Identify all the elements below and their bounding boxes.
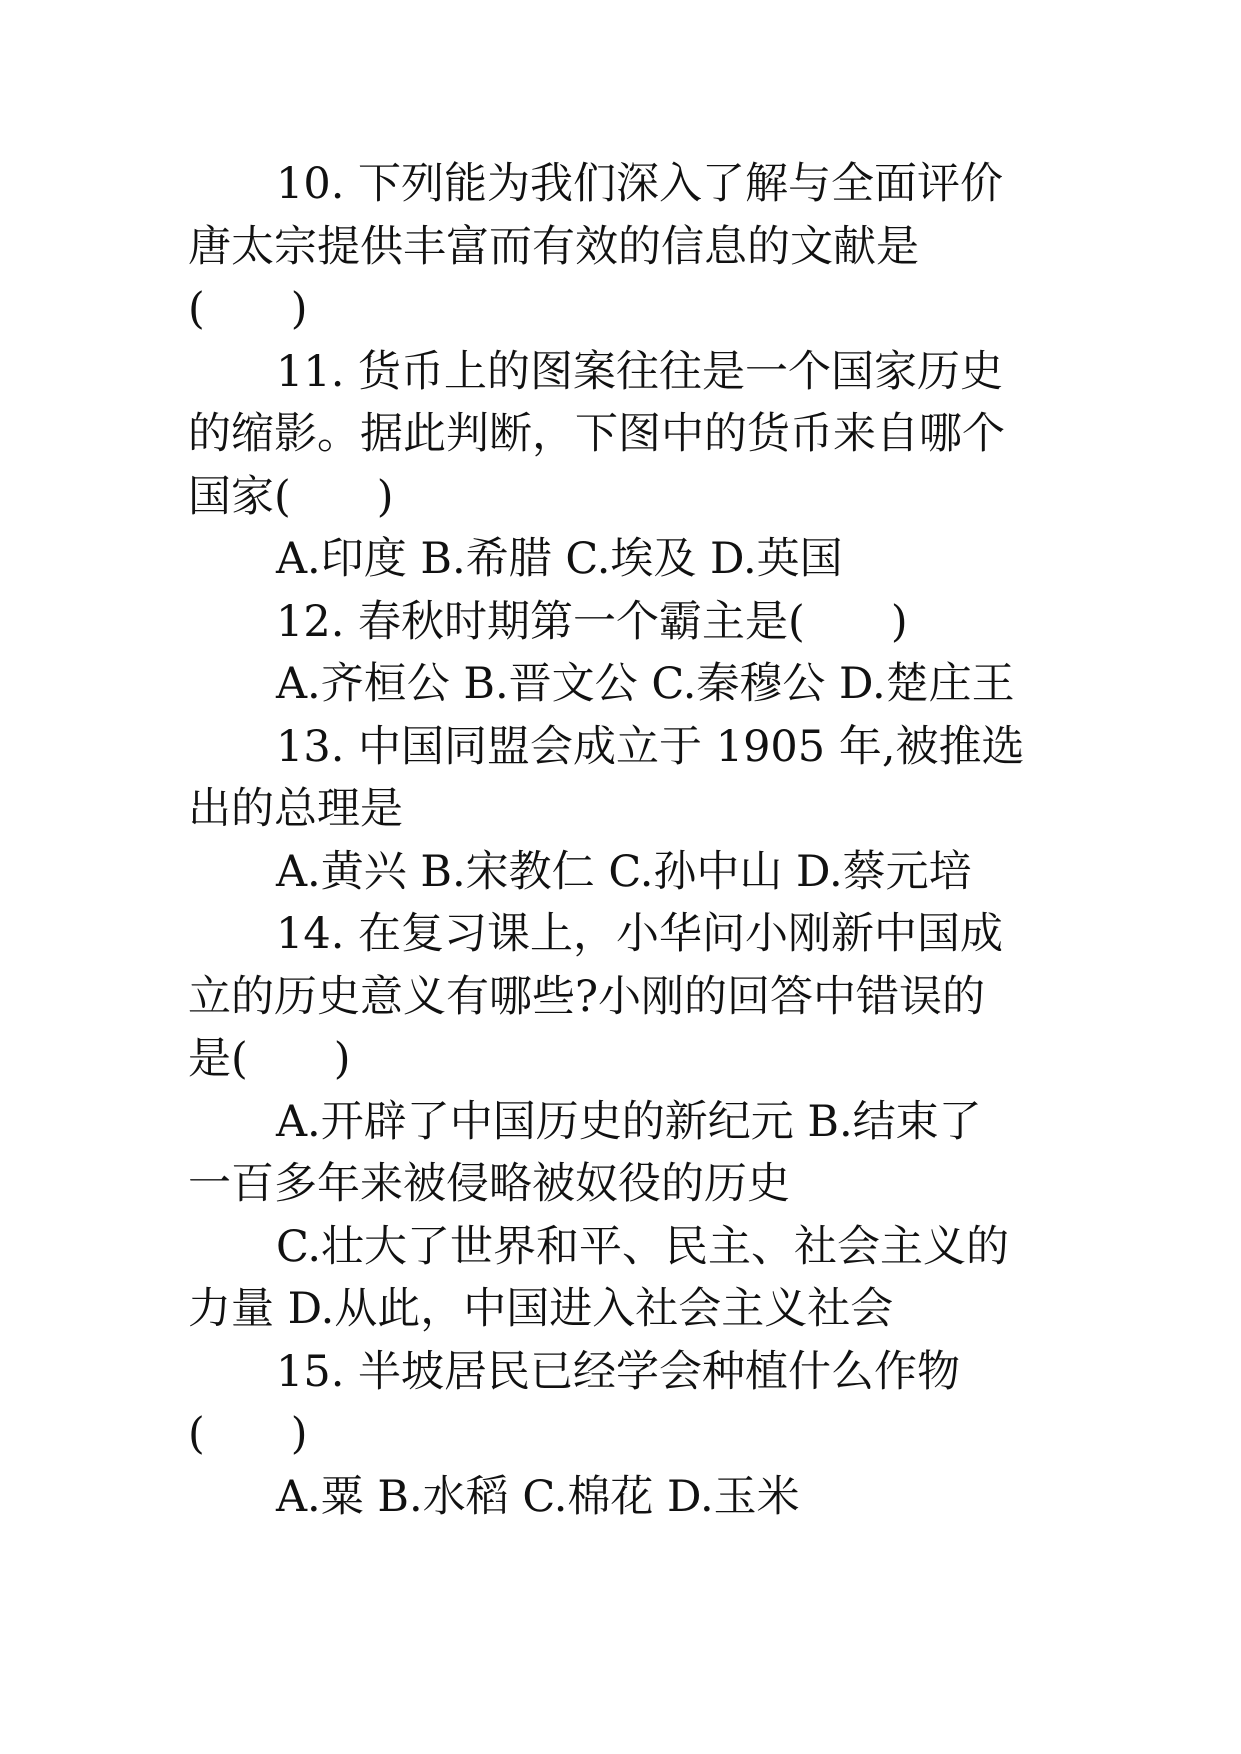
question-11-line-1: 11. 货币上的图案往往是一个国家历史: [276, 346, 1004, 397]
question-13-line-2: 出的总理是: [188, 784, 403, 834]
question-15-options: A.粟 B.水稻 C.棉花 D.玉米: [276, 1471, 800, 1522]
question-15-answer-blank: ( ): [188, 1409, 308, 1459]
question-15-line-1: 15. 半坡居民已经学会种植什么作物: [276, 1346, 961, 1397]
question-14-options-cd-line-1: C.壮大了世界和平、民主、社会主义的: [276, 1221, 1010, 1272]
question-11-line-3: 国家( ): [188, 471, 394, 522]
question-12-line-1: 12. 春秋时期第一个霸主是( ): [276, 596, 908, 647]
question-14-options-ab-line-2: 一百多年来被侵略被奴役的历史: [188, 1159, 790, 1209]
question-11-line-2: 的缩影。据此判断，下图中的货币来自哪个: [188, 409, 1005, 459]
document-body: [188, 153, 1058, 1528]
question-11-options: A.印度 B.希腊 C.埃及 D.英国: [276, 534, 843, 584]
question-10-answer-blank: ( ): [188, 284, 308, 334]
question-13-line-1: 13. 中国同盟会成立于 1905 年,被推选: [276, 721, 1025, 772]
question-14-options-ab-line-1: A.开辟了中国历史的新纪元 B.结束了: [276, 1096, 982, 1147]
question-14-line-1: 14. 在复习课上，小华问小刚新中国成: [276, 909, 1004, 959]
question-12-options: A.齐桓公 B.晋文公 C.秦穆公 D.楚庄王: [276, 659, 1015, 709]
question-14-options-cd-line-2: 力量 D.从此，中国进入社会主义社会: [188, 1284, 894, 1334]
question-13-options: A.黄兴 B.宋教仁 C.孙中山 D.蔡元培: [276, 846, 972, 897]
question-14-line-2: 立的历史意义有哪些?小刚的回答中错误的: [188, 971, 986, 1022]
question-10-line-2: 唐太宗提供丰富而有效的信息的文献是: [188, 221, 919, 272]
question-14-line-3: 是( ): [188, 1034, 351, 1084]
question-10-line-1: 10. 下列能为我们深入了解与全面评价: [276, 159, 1004, 209]
